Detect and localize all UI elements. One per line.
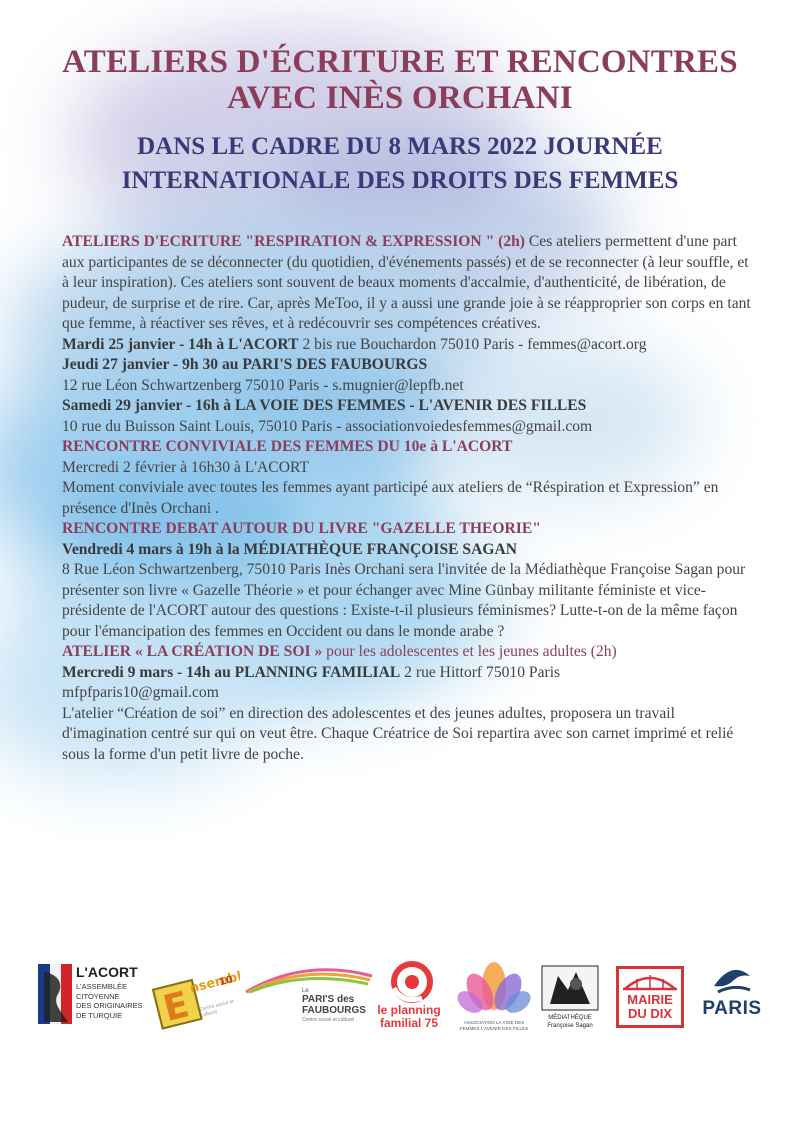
acort-line: DE TURQUIE	[76, 1010, 123, 1020]
date-entry-3	[62, 396, 752, 437]
date-bold: Samedi 29 janvier - 16h à LA VOIE DES FEMMES - L'AVENIR DES FILLES	[62, 397, 587, 414]
date-text: 2 bis rue Bouchardon 75010 Paris - femmes@acort.org	[298, 335, 647, 353]
section-ateliers-ecriture	[62, 232, 752, 335]
section-line-2: Moment conviviale avec toutes les femmes ayant participé aux ateliers de “Réspiration et Expression” en présence d'Inès Orchani .	[62, 479, 719, 517]
mairie-line: MAIRIE	[627, 992, 673, 1007]
section-rencontre-debat	[62, 519, 752, 642]
title-line-1: ATELIERS D'ÉCRITURE ET RENCONTRES	[62, 44, 738, 80]
subtitle	[0, 130, 800, 198]
faubourgs-line: PARI'S des	[302, 994, 355, 1005]
section-heading: RENCONTRE DEBAT AUTOUR DU LIVRE "GAZELLE THEORIE"	[62, 520, 541, 537]
voie-text	[450, 1020, 538, 1032]
bridge-icon	[619, 971, 681, 993]
mediatheque-text	[530, 1014, 610, 1030]
mediatheque-line: MÉDIATHÈQUE	[548, 1015, 592, 1021]
planning-line: le planning	[377, 1003, 441, 1017]
partner-logos	[36, 958, 766, 1038]
section-text: 8 Rue Léon Schwartzenberg, 75010 Paris Inès Orchani sera l'invitée de la Médiathèque Françoise Sagan pour présenter son livre « Gazelle Théorie » et pour échanger avec Mine Günbay militante féministe et vice-présidente de l'ACORT autour des questions : Existe-t-il plusieurs féminismes? Lutte-t-on de la même façon pour l'émancipation des femmes en Occident ou dans le monde arabe ?	[62, 561, 746, 640]
faubourgs-logo	[244, 964, 374, 1026]
planning-text	[372, 1004, 446, 1030]
subtitle-line-1: DANS LE CADRE DU 8 MARS 2022 JOURNÉE	[137, 133, 663, 160]
acort-line: CITOYENNE	[76, 991, 120, 1001]
subtitle-line-2: INTERNATIONALE DES DROITS DES FEMMES	[121, 167, 679, 194]
date-entry-1	[62, 335, 752, 356]
section-email: mfpfparis10@gmail.com	[62, 684, 219, 701]
date-text: 12 rue Léon Schwartzenberg 75010 Paris - s.mugnier@lepfb.net	[62, 376, 464, 394]
mairie-du-dix-logo	[616, 966, 684, 1028]
section-heading: ATELIER « LA CRÉATION DE SOI »	[62, 643, 323, 660]
sagan-portrait-icon	[540, 964, 600, 1012]
section-text: Ces ateliers permettent d'une part aux participantes de se déconnecter (du quotidien, d'événements passés) et de se reconnecter (à leur souffle, et à leur inspiration). Ces ateliers sont souvent de beaux moments d'accalmie, d'authenticité, de libération, de pudeur, de surprise et de rire. Car, après MeToo, il y a aussi une grande joie à se réapproprier son corps en tant que femme, à réactiver ses rêves, et à redécouvrir ses compétences créatives.	[62, 233, 751, 332]
paris-logo	[700, 966, 764, 1028]
title-line-2: AVEC INÈS ORCHANI	[227, 80, 573, 116]
section-heading: ATELIERS D'ECRITURE "RESPIRATION & EXPRESSION " (2h)	[62, 233, 525, 250]
rainbow-arc-icon	[244, 964, 374, 994]
paris-ship-icon	[710, 966, 754, 996]
section-heading-rest: pour les adolescentes et les jeunes adultes (2h)	[322, 643, 617, 660]
ensemble-10-icon	[148, 962, 240, 1032]
mairie-line: DU DIX	[627, 1006, 673, 1021]
mairie-text	[619, 993, 681, 1021]
date-entry-2	[62, 355, 752, 396]
planning-familial-logo	[372, 960, 446, 1036]
section-bold: Mercredi 9 mars - 14h au PLANNING FAMILIAL	[62, 663, 401, 681]
planning-swirl-icon	[372, 960, 446, 1004]
acort-subtitle	[76, 982, 143, 1020]
faubourgs-line: Le	[302, 988, 309, 994]
section-bold: Vendredi 4 mars à 19h à la MÉDIATHÈQUE FRANÇOISE SAGAN	[62, 540, 518, 558]
voie-line: ASSOCIATION LA VOIE DES	[463, 1020, 525, 1025]
lotus-icon	[450, 960, 538, 1018]
acort-flag-icon	[38, 964, 72, 1024]
ensemble-sub: Centre social et culturel	[199, 998, 235, 1019]
faubourgs-line: FAUBOURGS	[302, 1005, 366, 1016]
acort-line: DES ORIGINAIRES	[76, 1001, 143, 1010]
section-address: 2 rue Hittorf 75010 Paris	[400, 663, 561, 681]
date-bold: Mardi 25 janvier - 14h à L'ACORT	[62, 335, 299, 353]
section-creation-de-soi	[62, 642, 752, 765]
section-rencontre-conviviale	[62, 437, 752, 519]
svg-text:nsemble: nsemble	[188, 966, 240, 997]
paris-text: PARIS	[702, 998, 762, 1019]
faubourgs-line: Centre social et culturel	[302, 1017, 355, 1023]
mediatheque-logo	[530, 964, 610, 1034]
section-text: L'atelier “Création de soi” en direction des adolescentes et des jeunes adultes, proposera un travail d'imagination centré sur qui on veut être. Chaque Créatrice de Soi repartira avec son carnet imprimé et relié sous la forme d'un petit livre de poche.	[62, 704, 734, 763]
voie-des-femmes-logo	[450, 960, 538, 1036]
ensemble-10-logo	[148, 962, 240, 1032]
program-body	[62, 232, 752, 765]
svg-text:E: E	[159, 984, 194, 1030]
main-title	[0, 44, 800, 116]
date-bold: Jeudi 27 janvier - 9h 30 au PARI'S DES FAUBOURGS	[62, 356, 428, 373]
planning-line: familial 75	[379, 1016, 439, 1030]
section-heading: RENCONTRE CONVIVIALE DES FEMMES DU 10e à L'ACORT	[62, 438, 513, 455]
svg-text:10: 10	[218, 974, 235, 989]
voie-line: FEMMES L'AVENIR DES FILLES	[459, 1026, 529, 1031]
mediatheque-line: Françoise Sagan	[547, 1023, 593, 1029]
acort-line: L'ASSEMBLÉE	[76, 982, 128, 991]
acort-logo	[38, 964, 148, 1026]
acort-name: L'ACORT	[76, 964, 138, 980]
section-line-1: Mercredi 2 février à 16h30 à L'ACORT	[62, 458, 309, 476]
date-text: 10 rue du Buisson Saint Louis, 75010 Paris - associationvoiedesfemmes@gmail.com	[62, 417, 593, 435]
